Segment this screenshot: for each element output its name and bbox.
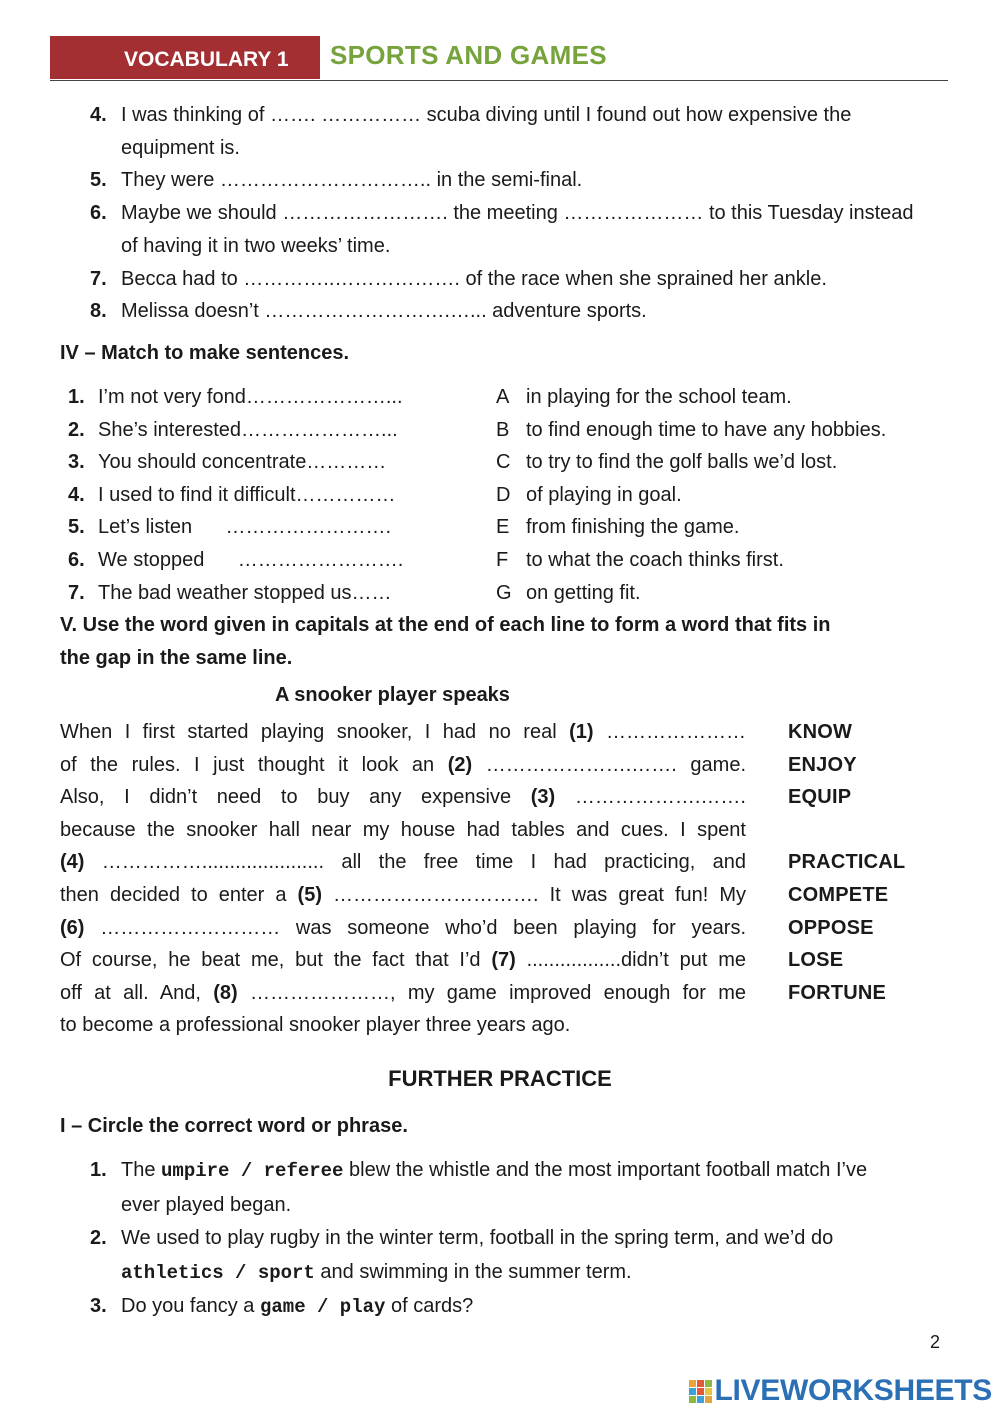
table-row [68,577,948,610]
gap-number: (7) [491,949,516,972]
passage-line [60,846,920,879]
item-number: 7. [90,267,107,290]
match-number: 2. [68,418,85,441]
root-word: KNOW [788,721,853,743]
table-row [68,544,948,577]
item-number: 3. [90,1295,107,1317]
gap-number: (1) [569,721,594,743]
page-number: 2 [929,1332,940,1352]
match-stem: I used to find it difficult…………… [98,483,396,506]
section3-list [90,99,930,328]
item-number: 4. [90,104,107,126]
passage-text: When I first started playing snooker, I had no real (1) ………………… [60,721,747,743]
item-number: 8. [90,300,107,323]
root-word: COMPETE [788,883,889,906]
match-ending: of playing in goal. [526,483,682,506]
item-text: I was thinking of ……. …………… scuba diving until I found out how expensive the equipment is. [121,104,852,159]
item-text: Becca had to …………..………………. of the race when she sprained her ankle. [121,267,827,290]
match-letter: A [496,386,510,408]
passage-line [60,749,920,782]
gap-number: (3) [530,786,556,809]
word-choice[interactable]: umpire / referee [161,1160,344,1182]
root-word: ENJOY [788,753,857,776]
table-row [68,511,948,544]
item-text: Do you fancy a [121,1295,255,1317]
liveworksheets-icon [689,1380,712,1403]
match-letter: B [496,418,510,441]
further-list [90,1154,910,1325]
gap-number: (4) [60,851,85,874]
passage-text: off at all. And, (8) …………………, my game improved enough for me [60,981,746,1004]
match-ending: on getting fit. [526,581,641,604]
passage-line [60,879,920,912]
item-text: The [121,1159,156,1181]
passage-line [60,977,920,1010]
root-word: PRACTICAL [788,851,906,874]
passage-text: (4) ……………...................... all the free time I had practicing, and [60,851,746,874]
item-text: They were ………………………….. in the semi-final. [121,169,583,192]
gap-number: (2) [447,753,473,776]
match-ending: in playing for the school team. [526,386,792,408]
passage-text: to become a professional snooker player three years ago. [60,1014,571,1037]
item-number: 5. [90,169,107,192]
list-item [90,1222,910,1290]
match-ending: to try to find the golf balls we’d lost. [526,451,838,474]
gap-number: (5) [297,883,322,906]
match-ending: to what the coach thinks first. [526,548,784,571]
passage-line [60,814,920,847]
match-number: 4. [68,483,85,506]
table-row [68,479,948,512]
passage-text: Of course, he beat me, but the fact that I’d (7) .................didn’t put me [60,949,746,972]
matching-table [68,381,948,609]
match-stem: The bad weather stopped us…… [98,581,392,604]
match-stem: We stopped ……………………. [98,548,404,571]
list-item [90,295,930,328]
list-item [90,164,930,197]
item-text: Maybe we should ……………………. the meeting ………………… to this Tuesday instead of having it in two weeks’ time. [121,202,914,257]
section5-heading-line: the gap in the same line. [60,647,293,669]
match-letter: E [496,516,510,539]
match-number: 6. [68,548,85,571]
section5-heading-line: V. Use the word given in capitals at the end of each line to form a word that fits in [60,614,831,636]
passage-line [60,912,920,945]
match-number: 7. [68,581,85,604]
table-row [68,446,948,479]
word-formation-passage [60,716,920,1042]
further-practice-title: FURTHER PRACTICE [388,1066,612,1091]
passage-text: then decided to enter a (5) …………………………. It was great fun! My [60,883,746,906]
passage-line [60,716,920,749]
passage-text: because the snooker hall near my house had tables and cues. I spent [60,818,746,841]
unit-title: SPORTS AND GAMES [330,40,607,70]
list-item [90,1154,910,1222]
item-text: blew the whistle and the most important football match I’ve ever played began. [121,1159,868,1216]
passage-text: (6) ……………………… was someone who’d been playing for years. [60,916,747,939]
page-header [50,36,948,81]
list-item [90,1290,910,1325]
passage-text: Also, I didn’t need to buy any expensive (3) ……………….……. [60,786,746,809]
match-stem: You should concentrate………… [98,451,387,474]
match-number: 3. [68,451,85,474]
match-stem: Let’s listen ……………………. [98,516,392,539]
brand-text: LIVEWORKSHEETS [714,1374,992,1407]
root-word: LOSE [788,949,844,972]
table-row [68,381,948,414]
match-letter: D [496,483,511,506]
list-item [90,197,930,262]
list-item [90,263,930,296]
section5-heading [60,609,831,675]
match-ending: from finishing the game. [526,516,740,539]
item-text: and swimming in the summer term. [320,1260,632,1283]
passage-title: A snooker player speaks [275,684,510,706]
item-number: 2. [90,1227,107,1249]
match-stem: I’m not very fond…………………... [98,386,403,408]
further-heading: I – Circle the correct word or phrase. [60,1115,408,1137]
item-number: 1. [90,1159,107,1181]
gap-number: (6) [60,916,85,939]
liveworksheets-logo [689,1372,993,1410]
vocabulary-label: VOCABULARY 1 [50,36,320,79]
match-stem: She’s interested…………………... [98,418,398,441]
item-text: of cards? [390,1295,474,1317]
table-row [68,414,948,447]
root-word: OPPOSE [788,916,874,939]
section4-heading: IV – Match to make sentences. [60,342,350,364]
match-letter: G [496,581,512,604]
root-word: EQUIP [788,786,852,809]
word-choice[interactable]: athletics / sport [121,1261,315,1284]
match-ending: to find enough time to have any hobbies. [526,418,887,441]
passage-line [60,944,920,977]
passage-line [60,781,920,814]
item-text: We used to play rugby in the winter term, football in the spring term, and we’d do [121,1227,834,1249]
passage-line [60,1009,920,1042]
item-text: Melissa doesn’t ……………………….…... adventure sports. [121,300,647,323]
root-word: FORTUNE [788,981,887,1004]
match-letter: C [496,451,511,474]
passage-text: of the rules. I just thought it look an (2) ………………….……. game. [60,753,747,776]
gap-number: (8) [213,981,238,1004]
match-number: 1. [68,386,85,408]
item-number: 6. [90,202,107,225]
word-choice[interactable]: game / play [259,1296,386,1318]
match-letter: F [496,548,509,571]
list-item [90,99,930,164]
match-number: 5. [68,516,85,539]
